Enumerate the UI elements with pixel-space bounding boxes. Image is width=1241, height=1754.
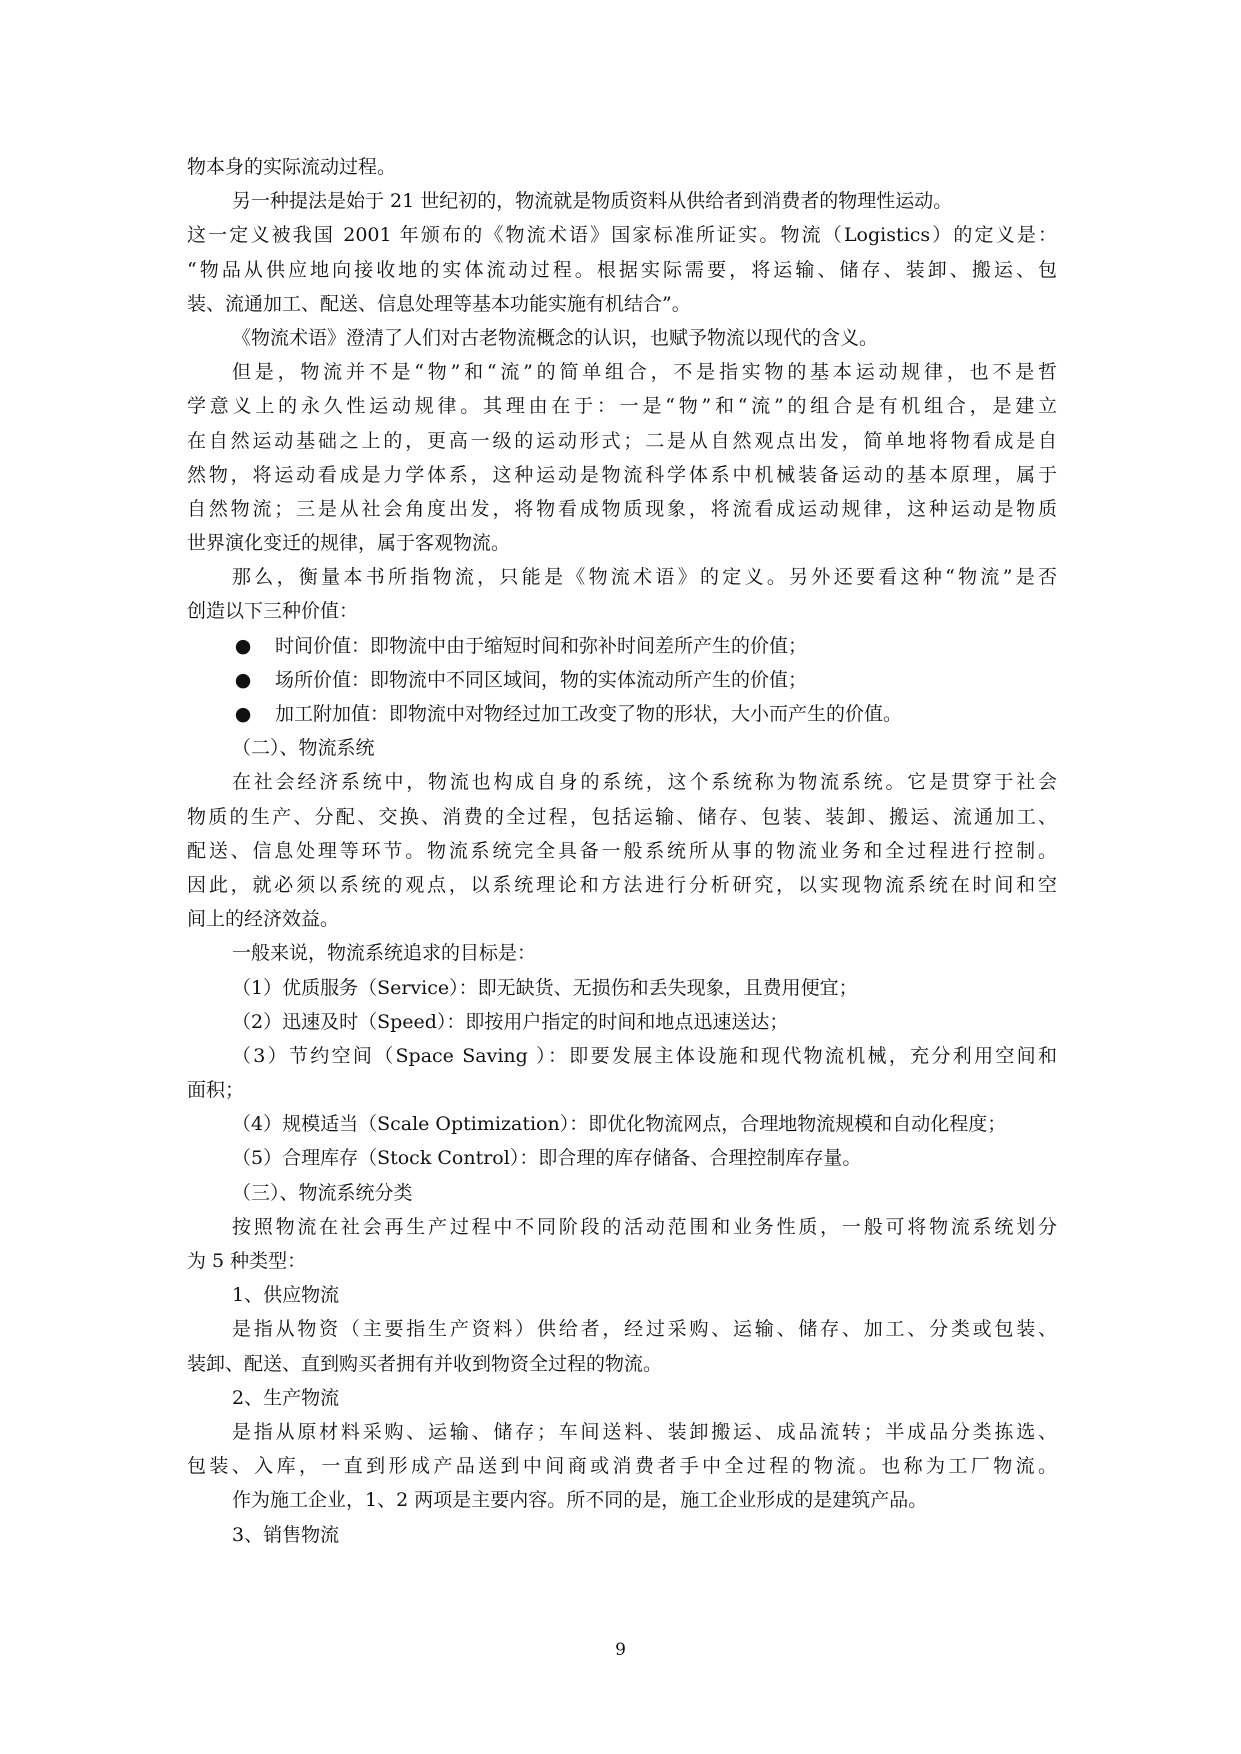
list-item: （5）合理库存（Stock Control）：即合理的库存储备、合理控制库存量。 bbox=[232, 1147, 862, 1170]
bullet-item bbox=[187, 697, 1057, 731]
text-line: 间上的经济效益。 bbox=[187, 908, 340, 931]
text-line: 学意义上的永久性运动规律。其理由在于：一是“物”和“流”的组合是有机组合，是建立 bbox=[187, 395, 1057, 418]
text-line: 为 5 种类型： bbox=[187, 1250, 307, 1272]
text-line: 物本身的实际流动过程。 bbox=[187, 156, 397, 178]
text-line: 面积； bbox=[187, 1079, 245, 1102]
subsection-heading: 3、销售物流 bbox=[232, 1523, 340, 1546]
text-line: 世界演化变迁的规律，属于客观物流。 bbox=[187, 532, 511, 555]
text-line: 创造以下三种价值： bbox=[187, 600, 359, 623]
paragraph-line: 但是，物流并不是“物”和“流”的简单组合，不是指实物的基本运动规律，也不是哲 bbox=[232, 361, 1057, 384]
text-line: 包装、入库，一直到形成产品送到中间商或消费者手中全过程的物流。也称为工厂物流。 bbox=[187, 1455, 1057, 1478]
bullet-text: 时间价值：即物流中由于缩短时间和弥补时间差所产生的价值； bbox=[275, 634, 808, 657]
text-line: 配送、信息处理等环节。物流系统完全具备一般系统所从事的物流业务和全过程进行控制。 bbox=[187, 839, 1057, 862]
paragraph-line: 那么，衡量本书所指物流，只能是《物流术语》的定义。另外还要看这种“物流”是否 bbox=[232, 566, 1057, 589]
paragraph-line: 是指从原材料采购、运输、储存；车间送料、装卸搬运、成品流转；半成品分类拣选、 bbox=[232, 1420, 1057, 1443]
paragraph-line: 一般来说，物流系统追求的目标是： bbox=[232, 942, 537, 965]
text-line: “物品从供应地向接收地的实体流动过程。根据实际需要，将运输、储存、装卸、搬运、包 bbox=[187, 258, 1057, 281]
text-line: 在自然运动基础之上的，更高一级的运动形式；二是从自然观点出发，简单地将物看成是自 bbox=[187, 429, 1057, 452]
bullet-text: 场所价值：即物流中不同区域间，物的实体流动所产生的价值； bbox=[275, 668, 808, 691]
paragraph-line: 作为施工企业，1、2 两项是主要内容。所不同的是，施工企业形成的是建筑产品。 bbox=[232, 1489, 928, 1512]
text-line: 自然物流；三是从社会角度出发，将物看成物质现象，将流看成运动规律，这种运动是物质 bbox=[187, 497, 1057, 520]
section-heading: （二）、物流系统 bbox=[232, 737, 375, 760]
subsection-heading: 1、供应物流 bbox=[232, 1284, 340, 1307]
list-item: （2）迅速及时（Speed）：即按用户指定的时间和地点迅速送达； bbox=[232, 1010, 789, 1033]
bullet-text: 加工附加值：即物流中对物经过加工改变了物的形状，大小而产生的价值。 bbox=[275, 703, 903, 725]
paragraph-line: 在社会经济系统中，物流也构成自身的系统，这个系统称为物流系统。它是贯穿于社会 bbox=[232, 771, 1057, 794]
page-number: 9 bbox=[615, 1640, 626, 1660]
paragraph-line: 《物流术语》澄清了人们对古老物流概念的认识，也赋予物流以现代的含义。 bbox=[232, 326, 879, 349]
text-line: 这一定义被我国 2001 年颁布的《物流术语》国家标准所证实。物流（Logistics）的定义是： bbox=[187, 224, 1057, 247]
bullet-icon: ● bbox=[234, 668, 252, 691]
page-body bbox=[187, 150, 1057, 1552]
bullet-item bbox=[187, 629, 1057, 663]
text-line: 因此，就必须以系统的观点，以系统理论和方法进行分析研究，以实现物流系统在时间和空 bbox=[187, 873, 1057, 896]
bullet-icon: ● bbox=[234, 703, 252, 725]
text-line: 装、流通加工、配送、信息处理等基本功能实施有机结合”。 bbox=[187, 292, 691, 315]
list-item: （4）规模适当（Scale Optimization）：即优化物流网点，合理地物流规模和自动化程度； bbox=[232, 1113, 1007, 1136]
paragraph-line: 是指从物资（主要指生产资料）供给者，经过采购、运输、储存、加工、分类或包装、 bbox=[232, 1318, 1057, 1341]
section-heading: （三）、物流系统分类 bbox=[232, 1181, 413, 1204]
list-item: （3）节约空间（Space Saving ）：即要发展主体设施和现代物流机械，充分利用空间和 bbox=[232, 1044, 1057, 1067]
paragraph-line: 另一种提法是始于 21 世纪初的，物流就是物质资料从供给者到消费者的物理性运动。 bbox=[232, 190, 953, 213]
bullet-item bbox=[187, 663, 1057, 697]
list-item: （1）优质服务（Service）：即无缺货、无损伤和丢失现象，且费用便宜； bbox=[232, 976, 858, 999]
paragraph-line: 按照物流在社会再生产过程中不同阶段的活动范围和业务性质，一般可将物流系统划分 bbox=[232, 1215, 1057, 1238]
text-line: 装卸、配送、直到购买者拥有并收到物资全过程的物流。 bbox=[187, 1352, 663, 1375]
text-line: 然物，将运动看成是力学体系，这种运动是物流科学体系中机械装备运动的基本原理，属于 bbox=[187, 463, 1057, 486]
bullet-icon: ● bbox=[234, 634, 252, 657]
subsection-heading: 2、生产物流 bbox=[232, 1386, 340, 1409]
text-line: 物质的生产、分配、交换、消费的全过程，包括运输、储存、包装、装卸、搬运、流通加工、 bbox=[187, 805, 1057, 828]
